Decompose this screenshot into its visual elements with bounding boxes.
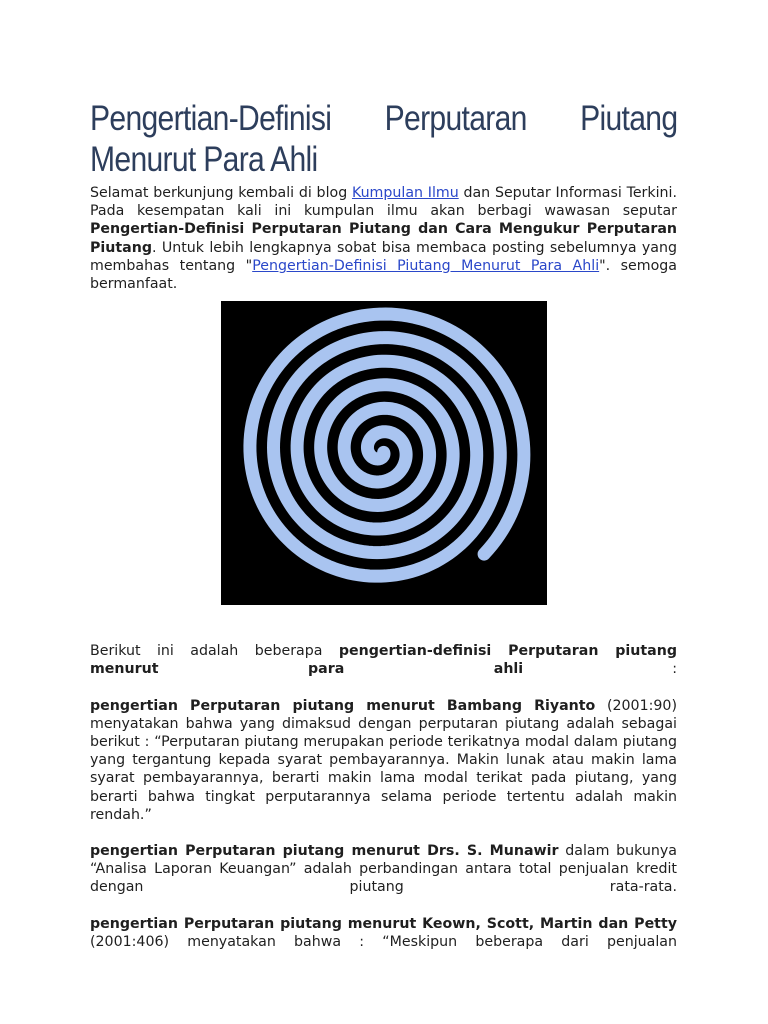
definition-text: (2001:90) menyatakan bahwa yang dimaksud dengan perputaran piutang adalah sebagai berikut : “Perputaran piutang merupakan periode terikatnya modal dalam piutang yang tergantung kepada syarat pembayarannya. Makin lunak atau makin lama syarat pembayarannya, berarti makin lama modal terikat pada piutang, yang berarti bahwa tingkat perputarannya selama periode tertentu adalah makin rendah.” [90,697,677,823]
intro-text-2: dan Seputar Informasi Terkini. Pada kesempatan kali ini kumpulan ilmu akan berbagi wawasan seputar [90,185,677,220]
list-intro-bold: pengertian-definisi Perputaran piutang menurut para ahli [90,643,677,678]
definition-author: pengertian Perputaran piutang menurut Bambang Riyanto [90,697,596,714]
definition-author: pengertian Perputaran piutang menurut Keown, Scott, Martin dan Petty [90,915,677,932]
intro-bold-topic: Pengertian-Definisi Perputaran Piutang dan Cara Mengukur Perputaran Piutang [90,221,677,256]
piutang-definition-link[interactable]: Pengertian-Definisi Piutang Menurut Para Ahli [252,257,600,274]
definition-text: (2001:406) menyatakan bahwa : “Meskipun beberapa dari penjualan [90,933,677,950]
list-intro-text-1: Berikut ini adalah beberapa [90,643,339,660]
spiral-image [221,301,547,605]
paragraph-gap [90,679,677,697]
list-intro-text-2: : [523,661,677,678]
intro-paragraph [90,184,677,293]
definition-paragraph [90,697,677,824]
spiral-graphic [221,301,547,605]
definition-paragraph [90,915,677,951]
definition-paragraph [90,842,677,897]
definition-text: dalam bukunya “Analisa Laporan Keuangan” adalah perbandingan antara total penjualan kredit dengan piutang rata-rata. [90,843,677,896]
intro-text-3: . Untuk lebih lengkapnya sobat bisa membaca posting sebelumnya yang membahas tentang " [90,239,677,274]
paragraph-gap [90,897,677,915]
spiral-path [250,314,524,576]
intro-text-4: ". semoga bermanfaat. [90,257,677,293]
list-intro-paragraph [90,642,677,678]
definition-author: pengertian Perputaran piutang menurut Drs. S. Munawir [90,843,559,860]
intro-text-1: Selamat berkunjung kembali di blog [90,185,352,201]
kumpulan-ilmu-link[interactable]: Kumpulan Ilmu [351,185,459,201]
paragraph-gap [90,824,677,842]
page-title: Pengertian-Definisi Perputaran Piutang Menurut Para Ahli [90,99,678,179]
